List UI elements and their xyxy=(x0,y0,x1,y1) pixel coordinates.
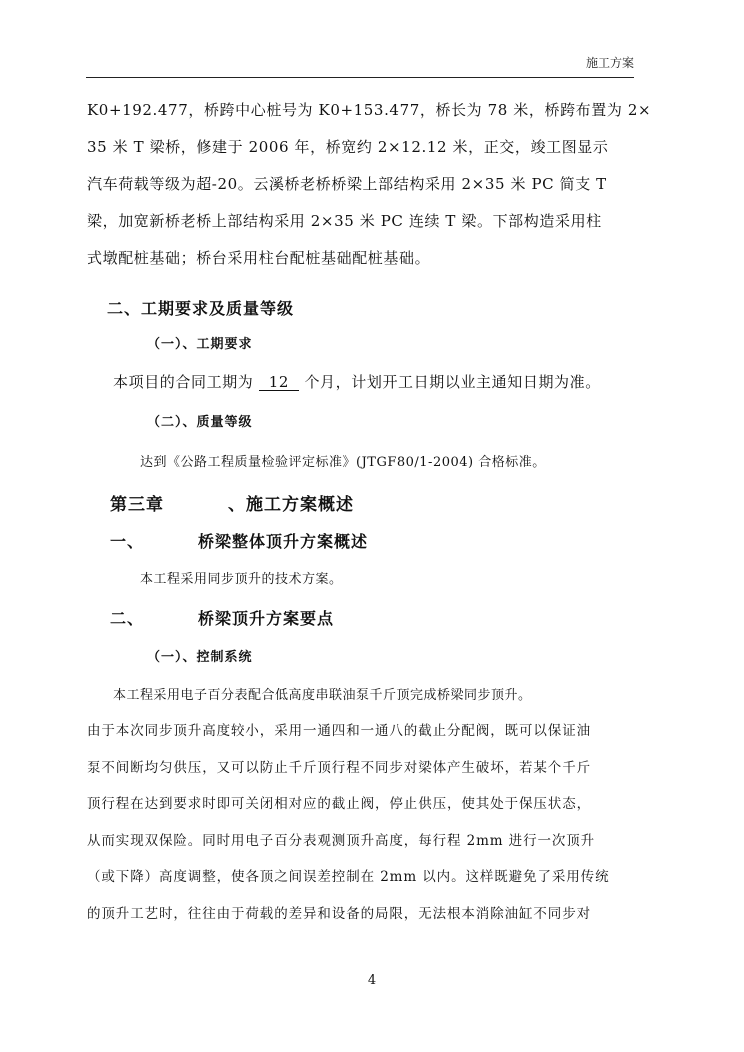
header-rule xyxy=(86,77,634,78)
intro-paragraph xyxy=(87,92,652,277)
header-title: 施工方案 xyxy=(585,56,634,70)
control-paragraph xyxy=(87,713,647,932)
intro-line: K0+192.477，桥跨中心桩号为 K0+153.477，桥长为 78 米，桥跨布置为 2× xyxy=(87,101,652,119)
intro-line: 梁，加宽新桥老桥上部结构采用 2×35 米 PC 连续 T 梁。下部构造采用柱 xyxy=(87,212,602,230)
control-line: 顶行程在达到要求时即可关闭相对应的截止阀，停止供压，使其处于保压状态， xyxy=(87,796,591,812)
intro-line: 35 米 T 梁桥，修建于 2006 年，桥宽约 2×12.12 米，正交，竣工图显示 xyxy=(87,138,609,156)
control-system-text: 本工程采用电子百分表配合低高度串联油泵千斤顶完成桥梁同步顶升。 xyxy=(113,688,532,703)
section2-heading xyxy=(110,606,334,629)
section2-title: 桥梁顶升方案要点 xyxy=(198,609,335,628)
contract-months: 12 xyxy=(259,374,299,391)
schedule-sub1-text xyxy=(113,371,601,392)
section1-number: 一、 xyxy=(110,532,145,551)
control-line: 由于本次同步顶升高度较小，采用一通四和一通八的截止分配阀，既可以保证油 xyxy=(87,723,591,739)
quality-standard-text: 达到《公路工程质量检验评定标准》(JTGF80/1-2004) 合格标准。 xyxy=(140,455,546,470)
control-line: （或下降）高度调整，使各顶之间误差控制在 2mm 以内。这样既避免了采用传统 xyxy=(87,869,610,885)
section1-text: 本工程采用同步顶升的技术方案。 xyxy=(140,572,343,587)
page-number: 4 xyxy=(367,973,377,988)
schedule-sub2-heading: （二）、质量等级 xyxy=(147,415,253,430)
control-system-heading: （一）、控制系统 xyxy=(147,650,253,665)
schedule-text-before: 本项目的合同工期为 xyxy=(113,373,254,391)
section2-number: 二、 xyxy=(110,609,145,628)
chapter-label: 第三章 xyxy=(110,495,164,515)
section1-heading xyxy=(110,529,368,552)
control-line: 从而实现双保险。同时用电子百分表观测顶升高度，每行程 2mm 进行一次顶升 xyxy=(87,832,596,849)
control-line: 的顶升工艺时，往往由于荷载的差异和设备的局限，无法根本消除油缸不同步对 xyxy=(87,905,591,922)
chapter-heading xyxy=(110,490,354,515)
intro-line: 式墩配桩基础；桥台采用柱台配桩基础配桩基础。 xyxy=(87,249,431,267)
control-line: 泵不间断均匀供压，又可以防止千斤顶行程不同步对梁体产生破坏，若某个千斤 xyxy=(87,759,591,776)
schedule-sub1-heading: （一）、工期要求 xyxy=(147,337,253,352)
intro-line: 汽车荷载等级为超-20。云溪桥老桥桥梁上部结构采用 2×35 米 PC 简支 T xyxy=(87,175,607,193)
schedule-text-after: 个月，计划开工日期以业主通知日期为准。 xyxy=(304,373,601,391)
schedule-heading: 二、工期要求及质量等级 xyxy=(107,299,295,318)
chapter-title: 、施工方案概述 xyxy=(228,495,354,515)
section1-title: 桥梁整体顶升方案概述 xyxy=(198,532,369,551)
